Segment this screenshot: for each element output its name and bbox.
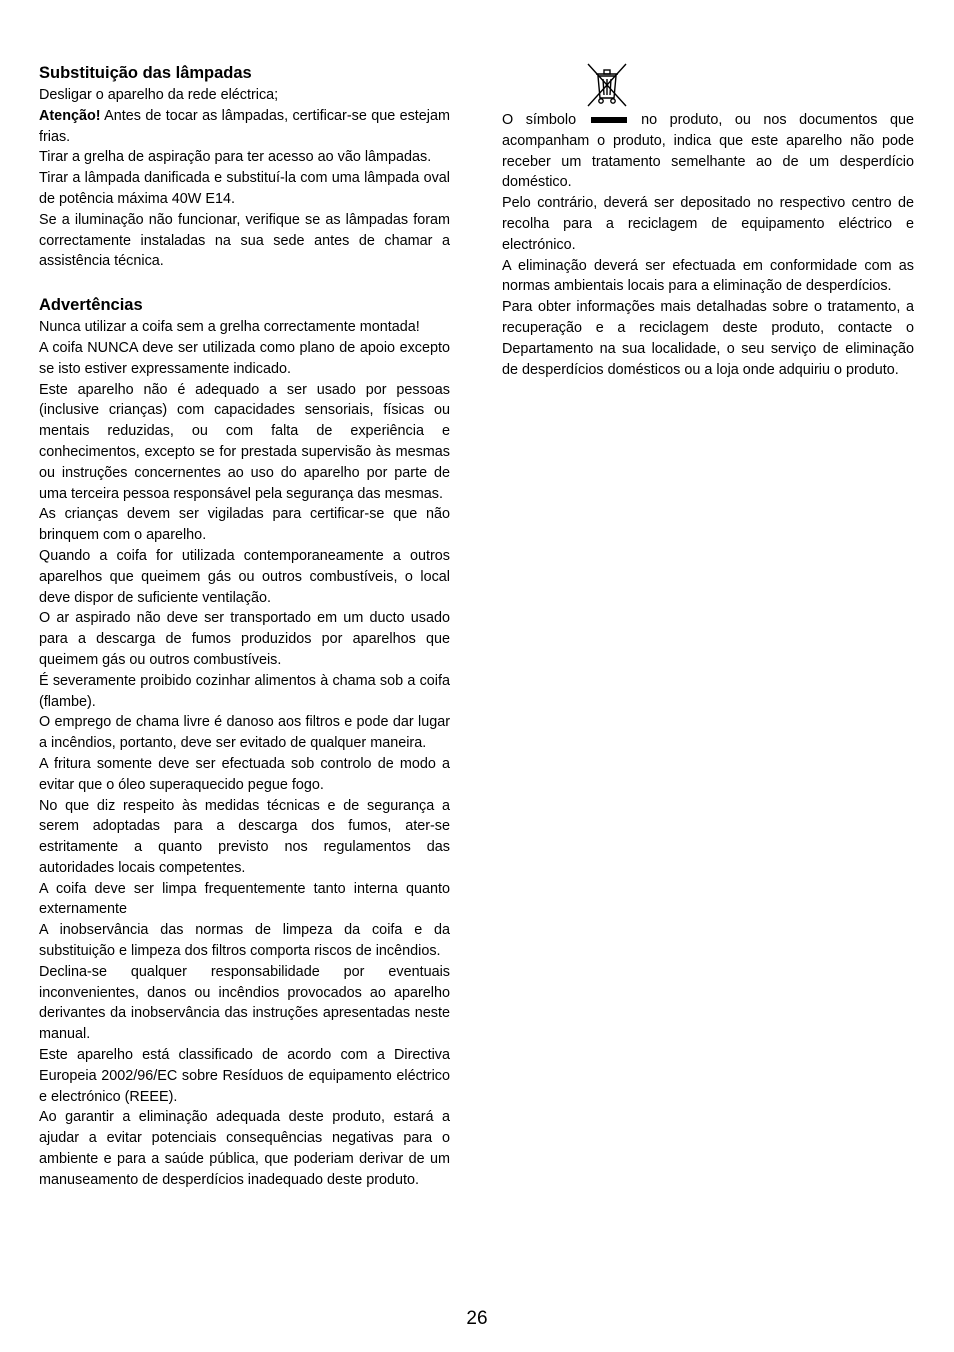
paragraph: A coifa deve ser limpa frequentemente tanto interna quanto externamente [39,880,450,918]
paragraph: Este aparelho não é adequado a ser usado por pessoas (inclusive crianças) com capacidades sensoriais, físicas ou mentais reduzidas, ou com falta de experiência e conhecimentos, excepto se for prestada supervisão às mesmas ou instruções concernentes ao uso do aparelho por parte de uma terceira pessoa responsável pela segurança das mesmas. [39,381,450,502]
paragraph: A fritura somente deve ser efectuada sob controlo de modo a evitar que o óleo superaquecido pegue fogo. [39,755,450,793]
paragraph: Tirar a grelha de aspiração para ter acesso ao vão lâmpadas. [39,149,432,166]
paragraph: Ao garantir a eliminação adequada deste produto, estará a ajudar a evitar potenciais consequências negativas para o ambiente e para a saúde pública, que poderiam derivar de um manuseamento de desperdícios inadequado deste produto. [39,1109,450,1188]
attention-text: Antes de tocar as lâmpadas, certificar-se que estejam frias. [39,107,450,145]
paragraph: Pelo contrário, deverá ser depositado no respectivo centro de recolha para a reciclagem de equipamento eléctrico e electrónico. [502,195,914,253]
paragraph: Desligar o aparelho da rede eléctrica; [39,87,279,103]
symbol-text-before: O símbolo [502,112,577,128]
paragraph: Se a iluminação não funcionar, verifique se as lâmpadas foram correctamente instaladas na sua sede antes de chamar a assistência técnica. [39,211,450,270]
paragraph-symbol [502,110,914,193]
paragraph: A eliminação deverá ser efectuada em conformidade com as normas ambientais locais para a eliminação de desperdícios. [502,257,914,295]
paragraph: É severamente proibido cozinhar alimentos à chama sob a coifa (flambe). [39,672,450,710]
right-column [502,62,914,380]
paragraph: Declina-se qualquer responsabilidade por eventuais inconvenientes, danos ou incêndios provocados ao aparelho derivantes da inobservância das instruções apresentadas neste manual. [39,963,450,1043]
attention-label: Atenção! [39,107,101,124]
paragraph-attention [39,106,450,148]
paragraph: Para obter informações mais detalhadas sobre o tratamento, a recuperação e a reciclagem deste produto, contacte o Departamento na sua localidade, o seu serviço de eliminação de desperdícios domésticos ou a loja onde adquiriu o produto. [502,299,914,378]
section-title-warnings: Advertências [39,296,143,315]
symbol-text-after: no produto, ou nos documentos que acompanham o produto, indica que este aparelho não pode receber um tratamento semelhante ao de um desperdício doméstico. [502,112,914,191]
bar-icon [591,117,627,123]
paragraph: O emprego de chama livre é danoso aos filtros e pode dar lugar a incêndios, portanto, deve ser evitado de qualquer maneira. [39,714,450,752]
paragraph: A inobservância das normas de limpeza da coifa e da substituição e limpeza dos filtros comporta riscos de incêndios. [39,922,450,960]
paragraph: Quando a coifa for utilizada contemporaneamente a outros aparelhos que queimem gás ou outros combustíveis, o local deve dispor de suficiente ventilação. [39,547,450,606]
paragraph: Este aparelho está classificado de acordo com a Directiva Europeia 2002/96/EC sobre Resíduos de equipamento eléctrico e electrónico (REEE). [39,1047,450,1105]
crossed-out-wheelie-bin-icon [586,62,628,108]
paragraph: A coifa NUNCA deve ser utilizada como plano de apoio excepto se isto estiver expressamente indicado. [39,339,450,377]
paragraph: As crianças devem ser vigiladas para certificar-se que não brinquem com o aparelho. [39,506,450,544]
section-title-lamp-replacement: Substituição das lâmpadas [39,64,252,82]
page-number: 26 [466,1308,488,1329]
paragraph: O ar aspirado não deve ser transportado em um ducto usado para a descarga de fumos produzidos por aparelhos que queimem gás ou outros combustíveis. [39,610,450,668]
paragraph: Nunca utilizar a coifa sem a grelha correctamente montada! [39,319,420,336]
paragraph: No que diz respeito às medidas técnicas e de segurança a serem adoptadas para a descarga dos fumos, ater-se estritamente a quanto previsto nos regulamentos das autoridades locais competentes. [39,797,450,876]
left-column [39,62,450,1191]
paragraph: Tirar a lâmpada danificada e substituí-la com uma lâmpada oval de potência máxima 40W E14. [39,170,450,207]
weee-symbol-area [502,62,914,110]
